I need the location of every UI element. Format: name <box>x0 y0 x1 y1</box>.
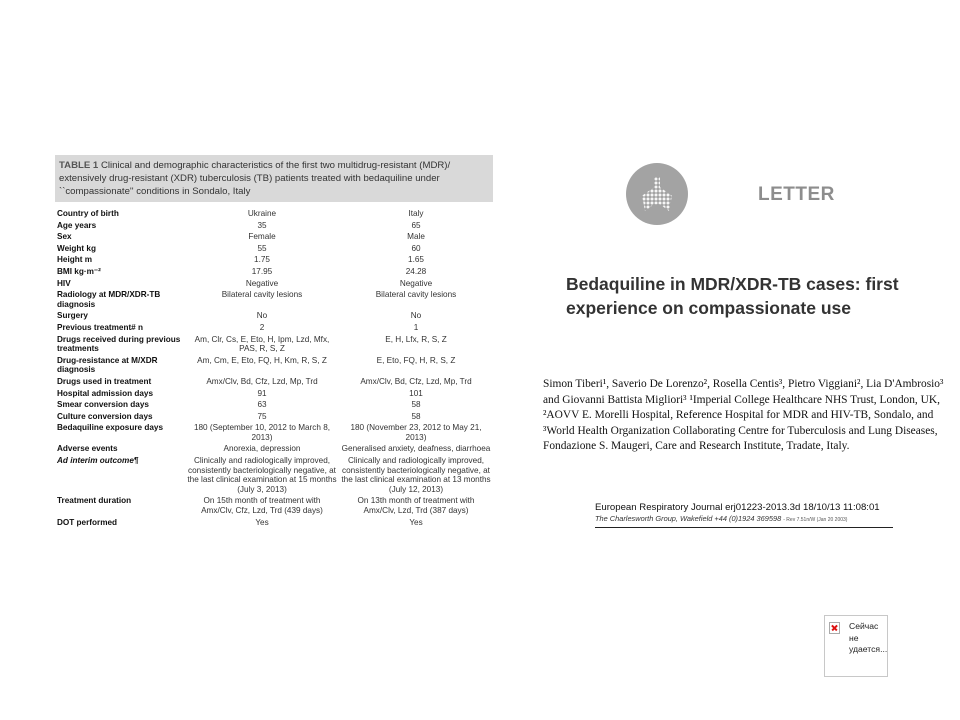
patient-2-value: 180 (November 23, 2012 to May 21, 2013) <box>350 423 482 442</box>
table-row <box>55 231 493 243</box>
table-row <box>55 278 493 290</box>
table-row <box>55 322 493 334</box>
patient-1-value: Anorexia, depression <box>223 444 301 454</box>
patient-2-value: E, H, Lfx, R, S, Z <box>385 334 447 344</box>
letter-label: LETTER <box>758 184 835 205</box>
patient-2-value: Clinically and radiologically improved, consistently bacteriologically negative, at the last clinical examination at 13 months (July 12, 2013) <box>341 456 491 494</box>
patient-2-value: 58 <box>411 400 421 410</box>
patient-2-value: E, Eto, FQ, H, R, S, Z <box>376 355 456 365</box>
row-label: Sex <box>57 232 72 242</box>
patient-1-value: Am, Cm, E, Eto, FQ, H, Km, R, S, Z <box>197 355 327 365</box>
journal-line: European Respiratory Journal erj01223-2013.3d 18/10/13 11:08:01 <box>595 502 880 513</box>
broken-image-icon <box>829 622 840 634</box>
table-row <box>55 208 493 220</box>
patient-2-value: Yes <box>409 517 423 527</box>
patient-1-value: 75 <box>257 411 267 421</box>
patient-2-value: 1 <box>413 322 419 332</box>
patient-2-value: Italy <box>408 209 424 218</box>
revision-text: - Rev 7.51n/W (Jan 20 2003) <box>783 517 848 523</box>
row-label: Drug-resistance at M/XDR diagnosis <box>57 355 158 375</box>
row-label: Smear conversion days <box>57 400 149 410</box>
author-list: Simon Tiberi¹, Saverio De Lorenzo², Rosella Centis³, Pietro Viggiani², Lia D'Ambrosio³ and Giovanni Battista Migliori³ <box>543 378 944 406</box>
table-row <box>55 411 493 423</box>
patient-2-value: 65 <box>411 220 421 230</box>
row-label: Drugs used in treatment <box>57 376 152 386</box>
patient-1-value: Clinically and radiologically improved, consistently bacteriologically negative, at the last clinical examination at 15 months (July 3, 2013) <box>187 456 337 494</box>
row-label: Height m <box>57 255 93 265</box>
row-label: BMI kg·m⁻² <box>57 266 101 276</box>
table-row <box>55 443 493 455</box>
patient-2-value: Bilateral cavity lesions <box>375 290 457 300</box>
table-caption-text: Clinical and demographic characteristics of the first two multidrug-resistant (MDR)/ extensively drug-resistant (XDR) tuberculosis (TB) patients treated with bedaquiline under ``compassionate'' conditions in Sondalo, Italy <box>59 160 451 197</box>
table-row <box>55 266 493 278</box>
patient-2-value: 58 <box>411 411 421 421</box>
patient-1-value: Am, Clr, Cs, E, Eto, H, Ipm, Lzd, Mfx, PAS, R, S, Z <box>194 334 330 354</box>
publisher-text: The Charlesworth Group, Wakefield +44 (0)1924 369598 <box>595 514 782 523</box>
row-label: Surgery <box>57 311 88 321</box>
publisher-line <box>595 514 893 523</box>
patient-2-value: 60 <box>411 243 421 253</box>
patient-1-value: 63 <box>257 400 267 410</box>
row-label: Hospital admission days <box>57 388 154 398</box>
row-label: Age years <box>57 220 97 230</box>
author-affiliations: ¹Imperial College Healthcare NHS Trust, London, UK, ²AOVV E. Morelli Hospital, Reference Hospital for MDR and HIV-TB, Sondalo, and ³World Health Organization Collaborating Centre for Tuberculosis and Lung Diseases, Fondazione S. Maugeri, Care and Research Institute, Tradate, Italy. <box>543 393 940 452</box>
patient-2-value: Male <box>407 232 425 242</box>
row-label: Country of birth <box>57 209 119 218</box>
patient-2-value: Amx/Clv, Bd, Cfz, Lzd, Mp, Trd <box>360 376 472 386</box>
patient-1-value: Yes <box>255 517 269 527</box>
patient-2-value: Generalised anxiety, deafness, diarrhoea <box>341 444 491 454</box>
article-title: Bedaquiline in MDR/XDR-TB cases: first experience on compassionate use <box>566 274 899 318</box>
table-row <box>55 376 493 388</box>
patient-2-value: No <box>410 311 422 321</box>
row-label: Drugs received during previous treatments <box>57 334 181 354</box>
table-row <box>55 495 493 516</box>
row-label: Treatment duration <box>57 496 132 506</box>
patient-2-value: 1.65 <box>408 255 424 265</box>
patient-1-value: On 15th month of treatment with Amx/Clv, Cfz, Lzd, Trd (439 days) <box>201 496 323 516</box>
table-row <box>55 399 493 411</box>
broken-image-alt-text: Сейчас не удается... <box>849 621 888 654</box>
patient-1-value: 180 (September 10, 2012 to March 8, 2013) <box>193 423 331 442</box>
row-label: Radiology at MDR/XDR-TB diagnosis <box>57 290 161 309</box>
table-row <box>55 310 493 322</box>
row-label: Ad interim outcome¶ <box>57 456 139 466</box>
patient-2-value: 24.28 <box>405 266 427 276</box>
patient-1-value: Ukraine <box>247 209 277 218</box>
row-label: Weight kg <box>57 243 96 253</box>
patient-1-value: Bilateral cavity lesions <box>221 290 303 300</box>
table-row <box>55 455 493 495</box>
clinical-characteristics-table <box>55 208 493 528</box>
journal-footer <box>595 502 893 528</box>
row-label: Adverse events <box>57 444 118 454</box>
row-label: HIV <box>57 278 71 288</box>
row-label: Previous treatment# n <box>57 322 143 332</box>
table-row <box>55 517 493 529</box>
patient-1-value: 55 <box>257 243 267 253</box>
row-label: Culture conversion days <box>57 411 153 421</box>
table-row <box>55 243 493 255</box>
table-row <box>55 334 493 355</box>
broken-image-placeholder <box>824 615 888 677</box>
patient-1-value: Negative <box>245 278 279 288</box>
patient-1-value: 2 <box>259 322 265 332</box>
patient-2-value: On 13th month of treatment with Amx/Clv, Lzd, Trd (387 days) <box>357 496 475 516</box>
patient-2-value: Negative <box>399 278 433 288</box>
table-row <box>55 355 493 376</box>
table-row <box>55 422 493 443</box>
table-row <box>55 220 493 232</box>
patient-1-value: Female <box>248 232 276 242</box>
patient-1-value: 1.75 <box>254 255 270 265</box>
table-caption <box>55 155 493 202</box>
table-caption-number: TABLE 1 <box>59 160 99 171</box>
patient-1-value: 35 <box>257 220 267 230</box>
patient-1-value: 17.95 <box>251 266 273 276</box>
table-row <box>55 289 493 310</box>
table-row <box>55 388 493 400</box>
patient-2-value: 101 <box>409 388 423 398</box>
patient-1-value: No <box>256 311 268 321</box>
patient-1-value: Amx/Clv, Bd, Cfz, Lzd, Mp, Trd <box>206 376 318 386</box>
row-label: Bedaquiline exposure days <box>57 423 164 433</box>
table-panel <box>55 155 493 528</box>
row-label: DOT performed <box>57 517 118 527</box>
table-row <box>55 254 493 266</box>
patient-1-value: 91 <box>257 388 267 398</box>
author-block <box>543 377 958 455</box>
lungs-logo-icon <box>626 163 688 225</box>
